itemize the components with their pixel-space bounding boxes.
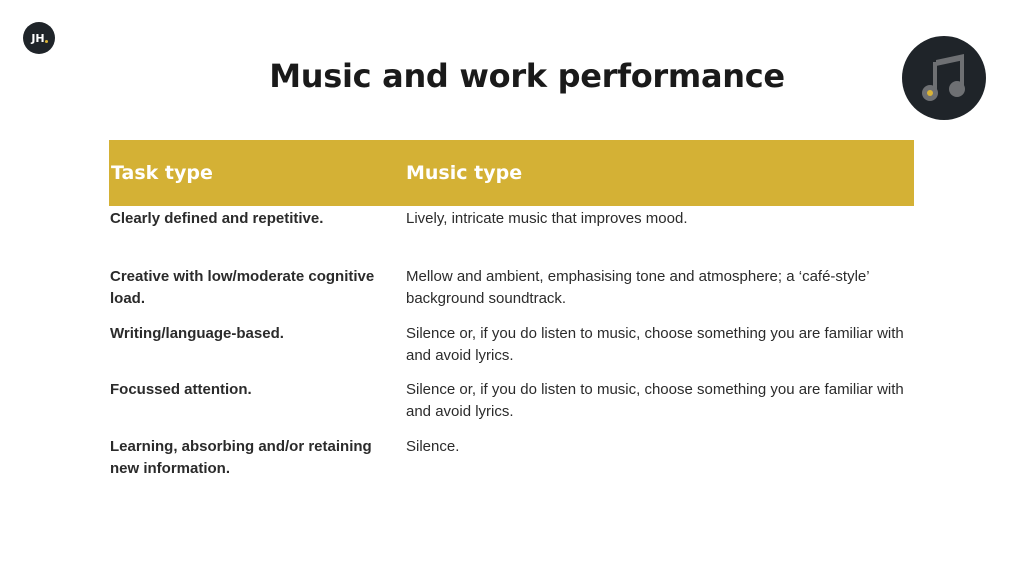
task-cell: Focussed attention. (110, 381, 252, 398)
music-cell: Silence or, if you do listen to music, choose something you are familiar with and avoid lyrics. (406, 381, 904, 420)
task-cell: Clearly defined and repetitive. (110, 210, 324, 227)
slide-title: Music and work performance (269, 57, 785, 95)
logo-dot (45, 40, 48, 43)
music-cell: Lively, intricate music that improves mood. (406, 210, 688, 227)
music-cell: Silence. (406, 438, 460, 455)
jh-logo (23, 22, 55, 54)
logo-text: JH (31, 31, 45, 45)
music-cell: Silence or, if you do listen to music, choose something you are familiar with and avoid lyrics. (406, 325, 904, 364)
header-task-type: Task type (111, 162, 213, 184)
header-music-type: Music type (406, 162, 523, 184)
task-cell: Learning, absorbing and/or retaining new information. (110, 438, 372, 477)
task-cell: Writing/language-based. (110, 325, 284, 342)
music-note-icon (902, 36, 986, 120)
music-cell: Mellow and ambient, emphasising tone and atmosphere; a ‘café-style’ background soundtrack. (406, 268, 870, 307)
table-header (109, 140, 914, 206)
task-cell: Creative with low/moderate cognitive load. (110, 268, 375, 307)
music-badge (902, 36, 986, 120)
